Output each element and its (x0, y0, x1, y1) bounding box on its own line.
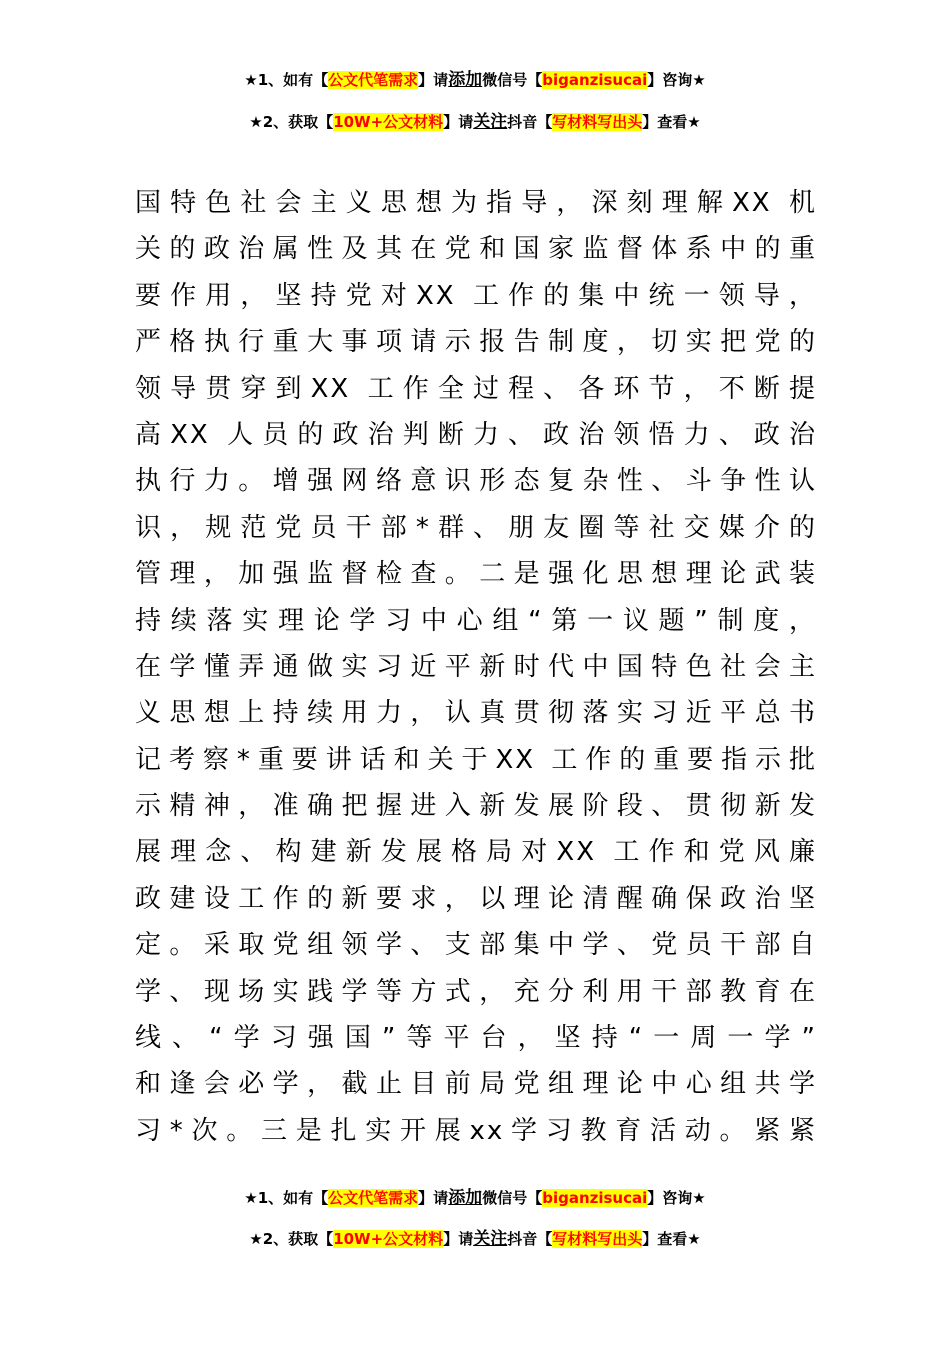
star-icon: ★ (244, 71, 258, 89)
star-icon: ★ (687, 113, 701, 131)
banner-prefix: 1、如有【 (257, 71, 329, 89)
banner-text: 微信号【 (482, 71, 543, 89)
body-line: 国特色社会主义思想为指导，深刻理解XX 机 (135, 188, 817, 218)
star-icon: ★ (687, 1230, 701, 1248)
body-line: 示精神，准确把握进入新发展阶段、贯彻新发 (135, 791, 817, 822)
bottom-banner-line-2 (0, 1229, 950, 1249)
body-line: 习*次。三是扎实开展xx学习教育活动。紧紧 (135, 1115, 817, 1146)
body-line: 政建设工作的新要求，以理论清醒确保政治坚 (135, 883, 817, 914)
body-line: 在学懂弄通做实习近平新时代中国特色社会主 (135, 651, 817, 682)
body-line: 义思想上持续用力，认真贯彻落实习近平总书 (135, 698, 817, 729)
body-line: 领导贯穿到XX 工作全过程、各环节，不断提 (135, 373, 817, 404)
banner-highlight-wechat-id: biganzisucai (542, 71, 648, 89)
banner-text: 】请 (443, 113, 474, 131)
banner-suffix: 】咨询 (647, 71, 693, 89)
banner-text: 】请 (418, 1189, 449, 1207)
body-line: 和逢会必学，截止目前局党组理论中心组共学 (135, 1069, 817, 1100)
body-line: 定。采取党组领学、支部集中学、党员干部自 (135, 930, 817, 961)
star-icon: ★ (249, 113, 263, 131)
banner-prefix: 2、获取【 (262, 1230, 334, 1248)
body-line: 展理念、构建新发展格局对XX 工作和党风廉 (135, 837, 817, 868)
banner-text: 微信号【 (482, 1189, 543, 1207)
star-icon: ★ (249, 1230, 263, 1248)
bottom-banner-line-1 (0, 1188, 950, 1208)
banner-highlight-materials: 10W+公文材料 (333, 1230, 444, 1248)
banner-highlight-materials: 10W+公文材料 (333, 113, 444, 131)
banner-prefix: 1、如有【 (257, 1189, 329, 1207)
body-line: 学、现场实践学等方式，充分利用干部教育在 (135, 976, 817, 1007)
star-icon: ★ (244, 1189, 258, 1207)
banner-suffix: 】咨询 (647, 1189, 693, 1207)
banner-highlight-service: 公文代笔需求 (328, 1189, 419, 1207)
banner-underlined-text: 添加 (448, 1188, 483, 1208)
banner-underlined-text: 关注 (473, 1229, 508, 1249)
banner-text: 抖音【 (507, 1230, 553, 1248)
document-body (135, 180, 817, 1154)
body-line: 管理，加强监督检查。二是强化思想理论武装 (135, 559, 817, 590)
top-banner-line-2 (0, 112, 950, 132)
body-line: 执行力。增强网络意识形态复杂性、斗争性认 (135, 466, 817, 497)
banner-suffix: 】查看 (642, 113, 688, 131)
banner-highlight-douyin: 写材料写出头 (552, 113, 643, 131)
body-line: 关的政治属性及其在党和国家监督体系中的重 (135, 234, 817, 265)
banner-highlight-douyin: 写材料写出头 (552, 1230, 643, 1248)
banner-underlined-text: 关注 (473, 112, 508, 132)
star-icon: ★ (692, 1189, 706, 1207)
banner-suffix: 】查看 (642, 1230, 688, 1248)
star-icon: ★ (692, 71, 706, 89)
banner-text: 】请 (443, 1230, 474, 1248)
body-line: 要作用，坚持党对XX 工作的集中统一领导， (135, 280, 817, 311)
body-line: 线、“学习强国”等平台，坚持“一周一学” (135, 1023, 817, 1054)
banner-text: 抖音【 (507, 113, 553, 131)
banner-highlight-wechat-id: biganzisucai (542, 1189, 648, 1207)
body-line: 识，规范党员干部*群、朋友圈等社交媒介的 (135, 512, 817, 543)
body-line: 严格执行重大事项请示报告制度，切实把党的 (135, 327, 817, 358)
body-line: 持续落实理论学习中心组“第一议题”制度， (135, 605, 817, 636)
banner-prefix: 2、获取【 (262, 113, 334, 131)
body-line: 高XX 人员的政治判断力、政治领悟力、政治 (135, 419, 817, 450)
body-line: 记考察*重要讲话和关于XX 工作的重要指示批 (135, 744, 817, 775)
banner-highlight-service: 公文代笔需求 (328, 71, 419, 89)
banner-underlined-text: 添加 (448, 70, 483, 90)
top-banner-line-1 (0, 70, 950, 90)
banner-text: 】请 (418, 71, 449, 89)
